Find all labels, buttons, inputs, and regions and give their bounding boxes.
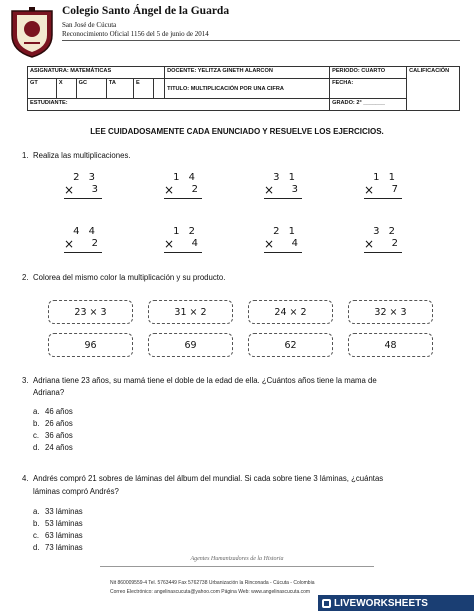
times-sign: × xyxy=(364,237,375,251)
multiplication-problem xyxy=(158,172,202,204)
gt-cell: GT xyxy=(28,79,57,99)
question-1-text: Realiza las multiplicaciones. xyxy=(33,151,131,160)
period-cell: PERIODO: CUARTO xyxy=(330,67,407,79)
option-text: 46 años xyxy=(45,407,73,416)
question-3-number: 3. xyxy=(22,376,29,385)
expression-box[interactable]: 24 × 2 xyxy=(248,300,333,324)
answer-option[interactable] xyxy=(33,531,83,540)
date-cell: FECHA: xyxy=(330,79,407,99)
multiplier: 4 xyxy=(191,238,198,249)
multiplication-problem xyxy=(358,172,402,204)
question-1 xyxy=(22,151,131,160)
school-crest-logo xyxy=(9,5,55,59)
option-text: 24 años xyxy=(45,443,73,452)
question-4-text-2: láminas compró Andrés? xyxy=(33,487,119,496)
blank-cell xyxy=(153,79,164,99)
product-box[interactable]: 62 xyxy=(248,333,333,357)
multiplier: 2 xyxy=(91,238,98,249)
product-box[interactable]: 69 xyxy=(148,333,233,357)
answer-option[interactable] xyxy=(33,419,73,428)
instructions: LEE CUIDADOSAMENTE CADA ENUNCIADO Y RESUELVE LOS EJERCICIOS. xyxy=(90,127,384,136)
result-line xyxy=(64,252,102,253)
expression-box[interactable]: 23 × 3 xyxy=(48,300,133,324)
multiplier: 7 xyxy=(391,184,398,195)
times-sign: × xyxy=(264,237,275,251)
student-cell: ESTUDIANTE: xyxy=(28,99,330,111)
product-box[interactable]: 48 xyxy=(348,333,433,357)
multiplicand: 4 4 xyxy=(73,226,98,237)
expression-box[interactable]: 31 × 2 xyxy=(148,300,233,324)
footer-address: Nit 860009559-4 Tel. 5763449 Fax 5762738 Urbanización la Rinconada - Cúcuta - Colombia xyxy=(110,580,315,586)
multiplication-problem xyxy=(358,226,402,258)
option-letter: d. xyxy=(33,443,40,452)
multiplier: 4 xyxy=(291,238,298,249)
ta-cell: TA xyxy=(106,79,133,99)
times-sign: × xyxy=(64,183,75,197)
multiplicand: 1 1 xyxy=(373,172,398,183)
times-sign: × xyxy=(164,237,175,251)
option-text: 36 años xyxy=(45,431,73,440)
footer-contact: Correo Electrónico: angelinascucuta@yahoo.com Página Web: www.angelinascucuta.com xyxy=(110,589,311,595)
multiplicand: 1 2 xyxy=(173,226,198,237)
option-letter: d. xyxy=(33,543,40,552)
option-text: 33 láminas xyxy=(45,507,83,516)
x-cell: X xyxy=(56,79,76,99)
school-city: San José de Cúcuta xyxy=(62,21,117,29)
question-1-number: 1. xyxy=(22,151,29,160)
option-letter: b. xyxy=(33,419,40,428)
grade-cell: GRADO: 2° _______ xyxy=(330,99,407,111)
option-text: 26 años xyxy=(45,419,73,428)
gc-cell: GC xyxy=(76,79,106,99)
question-2-number: 2. xyxy=(22,273,29,282)
question-4-number: 4. xyxy=(22,474,29,483)
liveworksheets-logo-icon xyxy=(322,599,331,608)
option-text: 63 láminas xyxy=(45,531,83,540)
liveworksheets-label: LIVEWORKSHEETS xyxy=(334,597,428,609)
title-cell: TITULO: MULTIPLICACIÓN POR UNA CIFRA xyxy=(165,79,330,99)
result-line xyxy=(364,252,402,253)
multiplicand: 2 1 xyxy=(273,226,298,237)
product-box[interactable]: 96 xyxy=(48,333,133,357)
result-line xyxy=(64,198,102,199)
e-cell: E xyxy=(134,79,154,99)
subject-cell: ASIGNATURA: MATEMÁTICAS xyxy=(28,67,165,79)
question-3-text-2: Adriana? xyxy=(33,388,65,397)
header-divider xyxy=(62,40,460,41)
question-4 xyxy=(22,474,384,483)
answer-option[interactable] xyxy=(33,407,73,416)
multiplier: 3 xyxy=(291,184,298,195)
answer-option[interactable] xyxy=(33,507,83,516)
footer-motto: Agentes Humanizadores de la Historia xyxy=(190,556,284,562)
option-letter: a. xyxy=(33,407,40,416)
teacher-cell: DOCENTE: YELITZA GINETH ALARCON xyxy=(165,67,330,79)
multiplier: 3 xyxy=(91,184,98,195)
answer-option[interactable] xyxy=(33,543,83,552)
times-sign: × xyxy=(164,183,175,197)
multiplication-problem xyxy=(258,172,302,204)
option-letter: c. xyxy=(33,431,40,440)
info-table xyxy=(27,66,460,111)
multiplier: 2 xyxy=(191,184,198,195)
footer-divider xyxy=(100,566,374,567)
multiplication-problem xyxy=(158,226,202,258)
grade-score-cell: CALIFICACIÓN xyxy=(407,67,460,111)
times-sign: × xyxy=(364,183,375,197)
result-line xyxy=(264,198,302,199)
multiplicand: 1 4 xyxy=(173,172,198,183)
times-sign: × xyxy=(264,183,275,197)
school-name: Colegio Santo Ángel de la Guarda xyxy=(62,5,230,17)
question-2 xyxy=(22,273,226,282)
result-line xyxy=(164,252,202,253)
multiplicand: 3 2 xyxy=(373,226,398,237)
option-text: 73 láminas xyxy=(45,543,83,552)
option-text: 53 láminas xyxy=(45,519,83,528)
result-line xyxy=(164,198,202,199)
result-line xyxy=(364,198,402,199)
question-3 xyxy=(22,376,377,385)
question-2-text: Colorea del mismo color la multiplicación y su producto. xyxy=(33,273,226,282)
multiplicand: 2 3 xyxy=(73,172,98,183)
question-4-text-1: Andrés compró 21 sobres de láminas del álbum del mundial. Si cada sobre tiene 3 láminas, ¿cuántas xyxy=(33,474,384,483)
times-sign: × xyxy=(64,237,75,251)
multiplicand: 3 1 xyxy=(273,172,298,183)
school-recognition: Reconocimiento Oficial 1156 del 5 de junio de 2014 xyxy=(62,30,209,38)
answer-option[interactable] xyxy=(33,519,83,528)
multiplier: 2 xyxy=(391,238,398,249)
multiplication-problem xyxy=(258,226,302,258)
multiplication-problem xyxy=(58,172,102,204)
question-3-text-1: Adriana tiene 23 años, su mamá tiene el doble de la edad de ella. ¿Cuántos años tiene la mama de xyxy=(33,376,377,385)
option-letter: b. xyxy=(33,519,40,528)
result-line xyxy=(264,252,302,253)
option-letter: c. xyxy=(33,531,40,540)
expression-box[interactable]: 32 × 3 xyxy=(348,300,433,324)
answer-option[interactable] xyxy=(33,431,73,440)
option-letter: a. xyxy=(33,507,40,516)
answer-option[interactable] xyxy=(33,443,73,452)
liveworksheets-brand[interactable] xyxy=(318,595,474,611)
multiplication-problem xyxy=(58,226,102,258)
